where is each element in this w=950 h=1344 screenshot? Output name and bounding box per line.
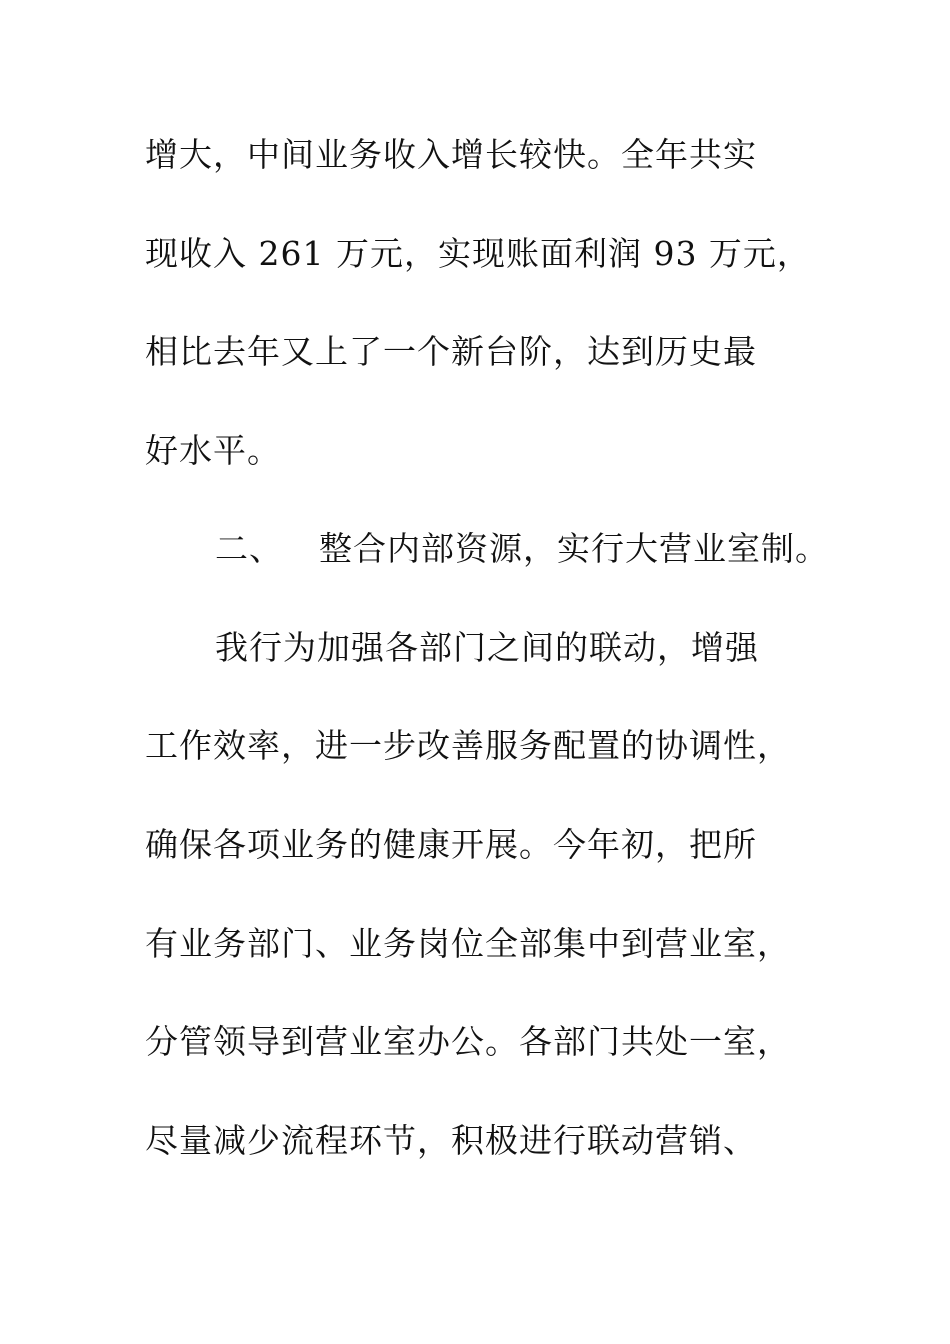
paragraph-1-line-1: 增大，中间业务收入增长较快。全年共实 — [145, 135, 757, 174]
section-heading — [215, 529, 829, 569]
paragraph-2-line-5: 分管领导到营业室办公。各部门共处一室， — [145, 1022, 791, 1061]
paragraph-1-line-4: 好水平。 — [145, 431, 281, 470]
paragraph-2-line-4: 有业务部门、业务岗位全部集中到营业室， — [145, 924, 791, 963]
paragraph-1-line-3: 相比去年又上了一个新台阶，达到历史最 — [145, 332, 757, 371]
paragraph-1-line-2: 现收入 261 万元，实现账面利润 93 万元， — [145, 234, 811, 273]
section-heading-number: 二、 — [215, 529, 283, 568]
paragraph-2-line-1: 我行为加强各部门之间的联动，增强 — [215, 628, 759, 667]
paragraph-2-line-3: 确保各项业务的健康开展。今年初，把所 — [145, 825, 757, 864]
paragraph-2-line-2: 工作效率，进一步改善服务配置的协调性， — [145, 726, 791, 765]
paragraph-2-line-6: 尽量减少流程环节，积极进行联动营销、 — [145, 1121, 757, 1160]
section-heading-text: 整合内部资源，实行大营业室制。 — [319, 529, 829, 568]
